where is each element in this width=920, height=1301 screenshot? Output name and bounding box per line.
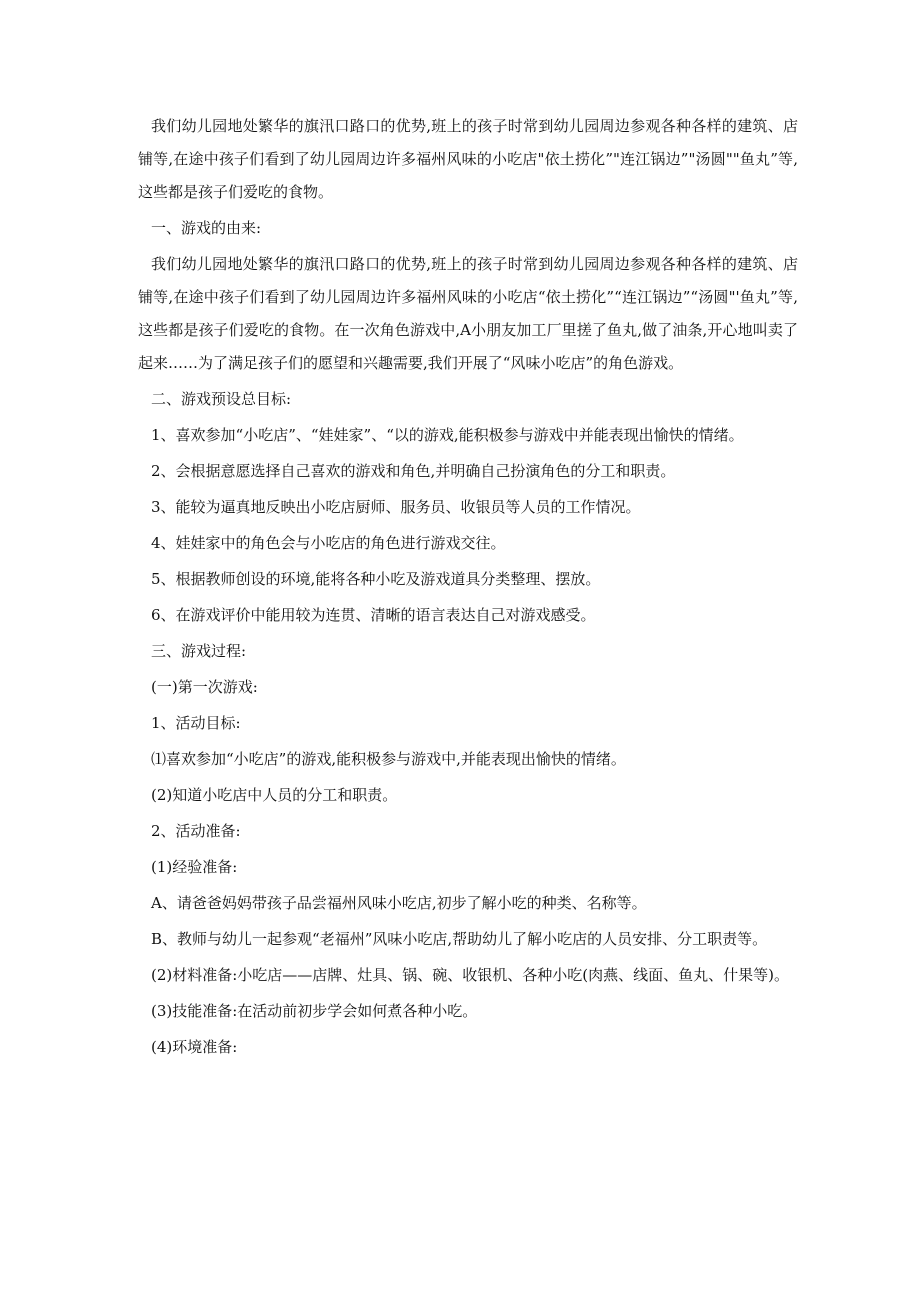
section-heading-goals: 二、游戏预设总目标: [151, 390, 292, 408]
list-heading-activity-goals: 1、活动目标: [151, 714, 241, 732]
preparation-item: (3)技能准备:在活动前初步学会如何煮各种小吃。 [151, 1002, 478, 1020]
goal-item: 5、根据教师创设的环境,能将各种小吃及游戏道具分类整理、摆放。 [151, 570, 601, 588]
section-heading-origin: 一、游戏的由来: [151, 219, 262, 237]
preparation-item: (1)经验准备: [151, 858, 238, 876]
goal-item: 1、喜欢参加“小吃店”、“娃娃家”、“以的游戏,能积极参与游戏中并能表现出愉快的情绪。 [151, 426, 744, 444]
preparation-detail: B、教师与幼儿一起参观“老福州”风味小吃店,帮助幼儿了解小吃店的人员安排、分工职责等。 [151, 930, 768, 948]
preparation-detail: A、请爸爸妈妈带孩子品尝福州风味小吃店,初步了解小吃的种类、名称等。 [151, 894, 647, 912]
goal-item: 4、娃娃家中的角色会与小吃店的角色进行游戏交往。 [151, 534, 506, 552]
activity-goal-item: ⑴喜欢参加“小吃店”的游戏,能积极参与游戏中,并能表现出愉快的情绪。 [151, 750, 626, 768]
document-body [138, 110, 798, 1064]
goal-item: 3、能较为逼真地反映出小吃店厨师、服务员、收银员等人员的工作情况。 [151, 498, 641, 516]
preparation-item: (4)环境准备: [151, 1038, 238, 1056]
list-heading-activity-preparation: 2、活动准备: [151, 822, 241, 840]
preparation-item: (2)材料准备:小吃店——店牌、灶具、锅、碗、收银机、各种小吃(肉燕、线面、鱼丸、什果等)。 [151, 966, 790, 984]
intro-paragraph: 我们幼儿园地处繁华的旗汛口路口的优势,班上的孩子时常到幼儿园周边参观各种各样的建筑、店铺等,在途中孩子们看到了幼儿园周边许多福州风味的小吃店"依土捞化”"连江锅边”"汤圆""鱼丸”等,这些都是孩子们爱吃的食物。 [138, 117, 798, 201]
goal-item: 6、在游戏评价中能用较为连贯、清晰的语言表达自己对游戏感受。 [151, 606, 596, 624]
origin-paragraph: 我们幼儿园地处繁华的旗汛口路口的优势,班上的孩子时常到幼儿园周边参观各种各样的建筑、店铺等,在途中孩子们看到了幼儿园周边许多福州风味的小吃店“依土捞化”“连江锅边”“汤圆"'鱼丸”等,这些都是孩子们爱吃的食物。在一次角色游戏中,A小朋友加工厂里搓了鱼丸,做了油条,开心地叫卖了起来……为了满足孩子们的愿望和兴趣需要,我们开展了“风味小吃店”的角色游戏。 [138, 255, 798, 372]
subsection-heading-first-game: (一)第一次游戏: [151, 678, 258, 696]
goal-item: 2、会根据意愿选择自己喜欢的游戏和角色,并明确自己扮演角色的分工和职责。 [151, 462, 676, 480]
section-heading-process: 三、游戏过程: [151, 642, 247, 660]
activity-goal-item: (2)知道小吃店中人员的分工和职责。 [151, 786, 398, 804]
